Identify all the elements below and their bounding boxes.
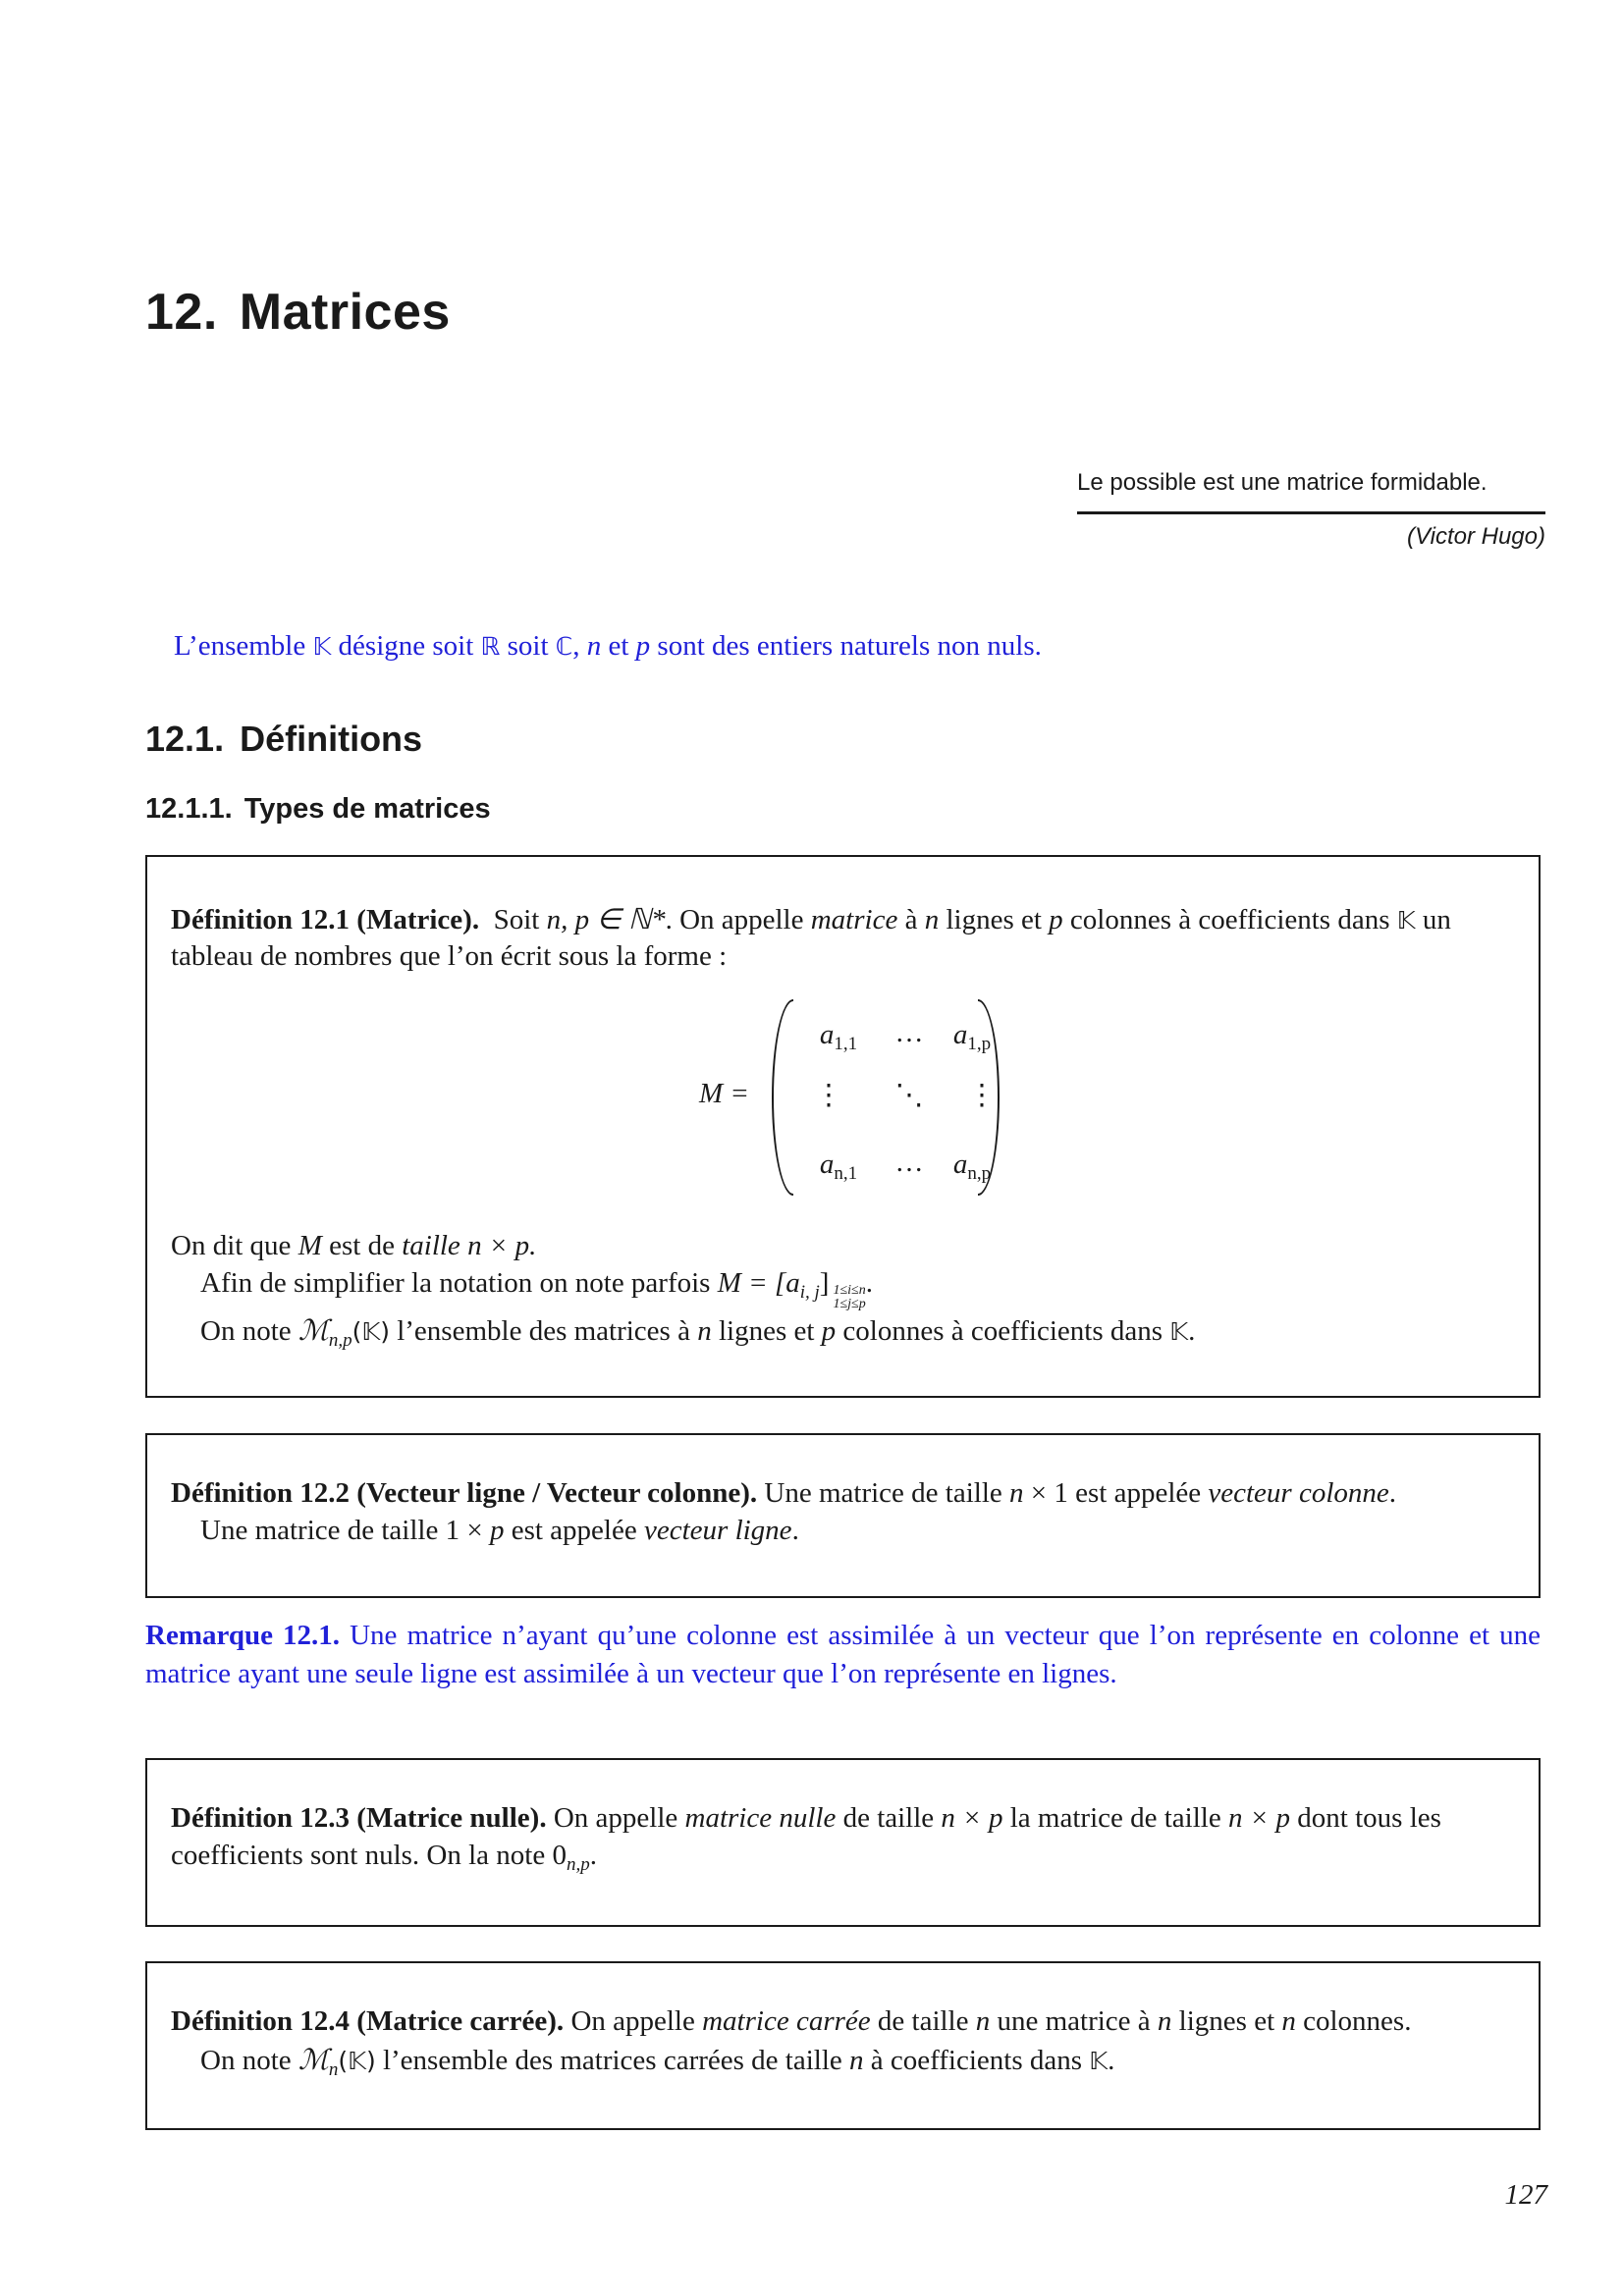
definition-heading: Définition 12.4 (Matrice carrée). — [171, 2005, 565, 2037]
var-n: n — [924, 904, 940, 935]
cell-dots-top: … — [894, 1017, 924, 1048]
text: lignes et — [1171, 2005, 1282, 2037]
cell-an1 — [799, 1148, 878, 1184]
section-title — [145, 719, 422, 760]
definition-box-null-matrix — [145, 1758, 1541, 1927]
def4-line-1 — [171, 2005, 1411, 2038]
cell-vdots-left: ⋮ — [814, 1080, 843, 1111]
text: . — [1188, 1315, 1196, 1347]
script-M-symbol: ℳ — [298, 2043, 329, 2076]
text: On appelle — [546, 1802, 685, 1834]
text: de taille — [836, 1802, 942, 1834]
chapter-name: Matrices — [239, 284, 451, 341]
math: a — [952, 1148, 968, 1180]
complex-symbol: ℂ — [555, 632, 573, 661]
intro-sentence — [174, 630, 1042, 663]
math: a — [819, 1148, 835, 1180]
remark-text: Une matrice n’ayant qu’une colonne est assimilée à un vecteur que l’on représente en colonne et une matrice ayant une seule ligne est assimilée à un vecteur que l’on représente en lignes. — [145, 1620, 1541, 1689]
var-n: n — [1157, 2005, 1172, 2037]
cell-vdots-right: ⋮ — [967, 1080, 997, 1111]
math: n × p. — [460, 1230, 537, 1261]
subscript: n,p — [967, 1163, 992, 1184]
var-p: p — [489, 1515, 505, 1546]
var-n: n — [697, 1315, 712, 1347]
text: un — [1415, 904, 1451, 935]
text: colonnes. — [1295, 2005, 1412, 2037]
text: lignes et — [939, 904, 1050, 935]
intro-text: , — [572, 630, 587, 662]
field-k-symbol: (𝕂) — [338, 2047, 376, 2075]
var-n: n — [1281, 2005, 1296, 2037]
text: l’ensemble des matrices à — [389, 1315, 698, 1347]
def2-line-2 — [200, 1515, 799, 1547]
intro-text: désigne soit — [331, 630, 481, 662]
text: . — [1108, 2045, 1115, 2076]
field-k-symbol: 𝕂 — [1089, 2047, 1109, 2075]
subsection-number: 12.1.1. — [145, 793, 233, 825]
chapter-number: 12. — [145, 284, 218, 341]
term-matrice-nulle: matrice nulle — [684, 1802, 837, 1834]
definition-heading: Définition 12.3 (Matrice nulle). — [171, 1802, 547, 1834]
var-p: p — [635, 630, 651, 662]
def3-line-1 — [171, 1802, 1441, 1835]
math: n × p — [941, 1802, 1003, 1834]
text: colonnes à coefficients dans — [836, 1315, 1170, 1347]
cell-anp — [933, 1148, 1011, 1184]
cell-ddots: ⋱ — [894, 1080, 924, 1111]
text: l’ensemble des matrices carrées de taille — [375, 2045, 850, 2076]
text: la matrice de taille — [1002, 1802, 1228, 1834]
def1-line-3 — [171, 1230, 536, 1262]
math: n × p — [1227, 1802, 1291, 1834]
text: . — [589, 1840, 597, 1871]
index-j-range: 1≤j≤p — [833, 1297, 866, 1311]
text: . — [1388, 1477, 1397, 1509]
math: a — [952, 1019, 968, 1050]
var-p: p — [821, 1315, 837, 1347]
text: lignes et — [711, 1315, 822, 1347]
field-k-symbol: 𝕂 — [312, 632, 332, 661]
def1-line-1 — [171, 902, 1451, 936]
definition-box-vector — [145, 1433, 1541, 1598]
subscript: n,p — [328, 1330, 352, 1351]
epigraph-author: (Victor Hugo) — [1407, 523, 1545, 550]
text: Afin de simplifier la notation on note parfois — [200, 1267, 718, 1299]
text: . — [791, 1515, 799, 1546]
page-number: 127 — [1504, 2179, 1547, 2211]
intro-text: soit — [500, 630, 556, 662]
def3-line-2 — [171, 1840, 597, 1875]
definition-heading: Définition 12.2 (Vecteur ligne / Vecteur colonne). — [171, 1477, 758, 1509]
subscript: n,p — [566, 1854, 590, 1875]
definition-box-square-matrix — [145, 1961, 1541, 2130]
section-name: Définitions — [240, 719, 423, 759]
subscript: n,1 — [834, 1163, 858, 1184]
var-n: n — [1009, 1477, 1024, 1509]
text: × 1 est appelée — [1023, 1477, 1209, 1509]
def1-line-4 — [200, 1267, 873, 1311]
def4-line-2 — [200, 2043, 1115, 2080]
text: colonnes à coefficients dans — [1062, 904, 1397, 935]
text: à coefficients dans — [863, 2045, 1090, 2076]
matrix-lhs — [699, 1078, 749, 1110]
term-vecteur-colonne: vecteur colonne — [1208, 1477, 1389, 1509]
remark-heading: Remarque 12.1. — [145, 1620, 341, 1651]
term-taille: taille — [402, 1230, 460, 1261]
subsection-name: Types de matrices — [243, 793, 491, 825]
term-matrice: matrice — [810, 904, 898, 935]
text: dont tous les — [1290, 1802, 1441, 1834]
math: n, p ∈ ℕ* — [546, 904, 666, 935]
math: ] — [819, 1267, 830, 1299]
intro-text: L’ensemble — [174, 630, 313, 662]
term-matrice-carree: matrice carrée — [702, 2005, 871, 2037]
text: est de — [321, 1230, 403, 1261]
var-n: n — [849, 2045, 864, 2076]
real-symbol: ℝ — [480, 632, 501, 661]
text: On note — [200, 1315, 298, 1347]
var-n: n — [586, 630, 602, 662]
math: a — [819, 1019, 835, 1050]
math: M = [a — [717, 1267, 800, 1299]
var-n: n — [975, 2005, 991, 2037]
var-M: M — [298, 1230, 322, 1261]
subscript: n — [328, 2059, 339, 2080]
text: . On appelle — [665, 904, 811, 935]
subscript: 1,1 — [834, 1034, 858, 1054]
text: coefficients sont nuls. On la note 0 — [171, 1840, 567, 1871]
text: Soit — [493, 904, 547, 935]
text: On note — [200, 2045, 298, 2076]
text: une matrice à — [990, 2005, 1158, 2037]
math: M = — [699, 1078, 749, 1109]
def1-line-5 — [200, 1313, 1196, 1351]
text: . — [865, 1267, 873, 1299]
text: On dit que — [171, 1230, 298, 1261]
intro-text: sont des entiers naturels non nuls. — [650, 630, 1042, 662]
text: à — [897, 904, 925, 935]
definition-box-matrix — [145, 855, 1541, 1398]
field-k-symbol: 𝕂 — [1169, 1317, 1189, 1346]
epigraph-rule — [1077, 511, 1545, 514]
text: On appelle — [564, 2005, 703, 2037]
def1-line-2: tableau de nombres que l’on écrit sous la forme : — [171, 940, 728, 972]
subscript: 1,p — [967, 1034, 992, 1054]
text: est appelée — [504, 1515, 644, 1546]
index-range — [833, 1284, 865, 1311]
subscript: i, j — [799, 1282, 820, 1303]
chapter-title — [145, 283, 451, 342]
script-M-symbol: ℳ — [298, 1313, 329, 1347]
section-number: 12.1. — [145, 719, 225, 759]
index-i-range: 1≤i≤n — [833, 1283, 866, 1298]
intro-text: et — [601, 630, 636, 662]
subsection-title — [145, 793, 491, 826]
cell-a1p — [933, 1019, 1011, 1054]
matrix-display — [147, 999, 1542, 1196]
text: de taille — [870, 2005, 976, 2037]
term-vecteur-ligne: vecteur ligne — [643, 1515, 792, 1546]
epigraph-quote: Le possible est une matrice formidable. — [1077, 469, 1488, 496]
cell-a11 — [799, 1019, 878, 1054]
var-p: p — [1049, 904, 1063, 935]
text: Une matrice de taille 1 × — [200, 1515, 490, 1546]
field-k-symbol: 𝕂 — [1396, 906, 1416, 934]
remark-block — [145, 1617, 1541, 1693]
text: Une matrice de taille — [757, 1477, 1009, 1509]
cell-dots-bottom: … — [894, 1147, 924, 1178]
field-k-symbol: (𝕂) — [352, 1317, 390, 1346]
definition-heading: Définition 12.1 (Matrice). — [171, 904, 480, 935]
def2-line-1 — [171, 1477, 1396, 1510]
